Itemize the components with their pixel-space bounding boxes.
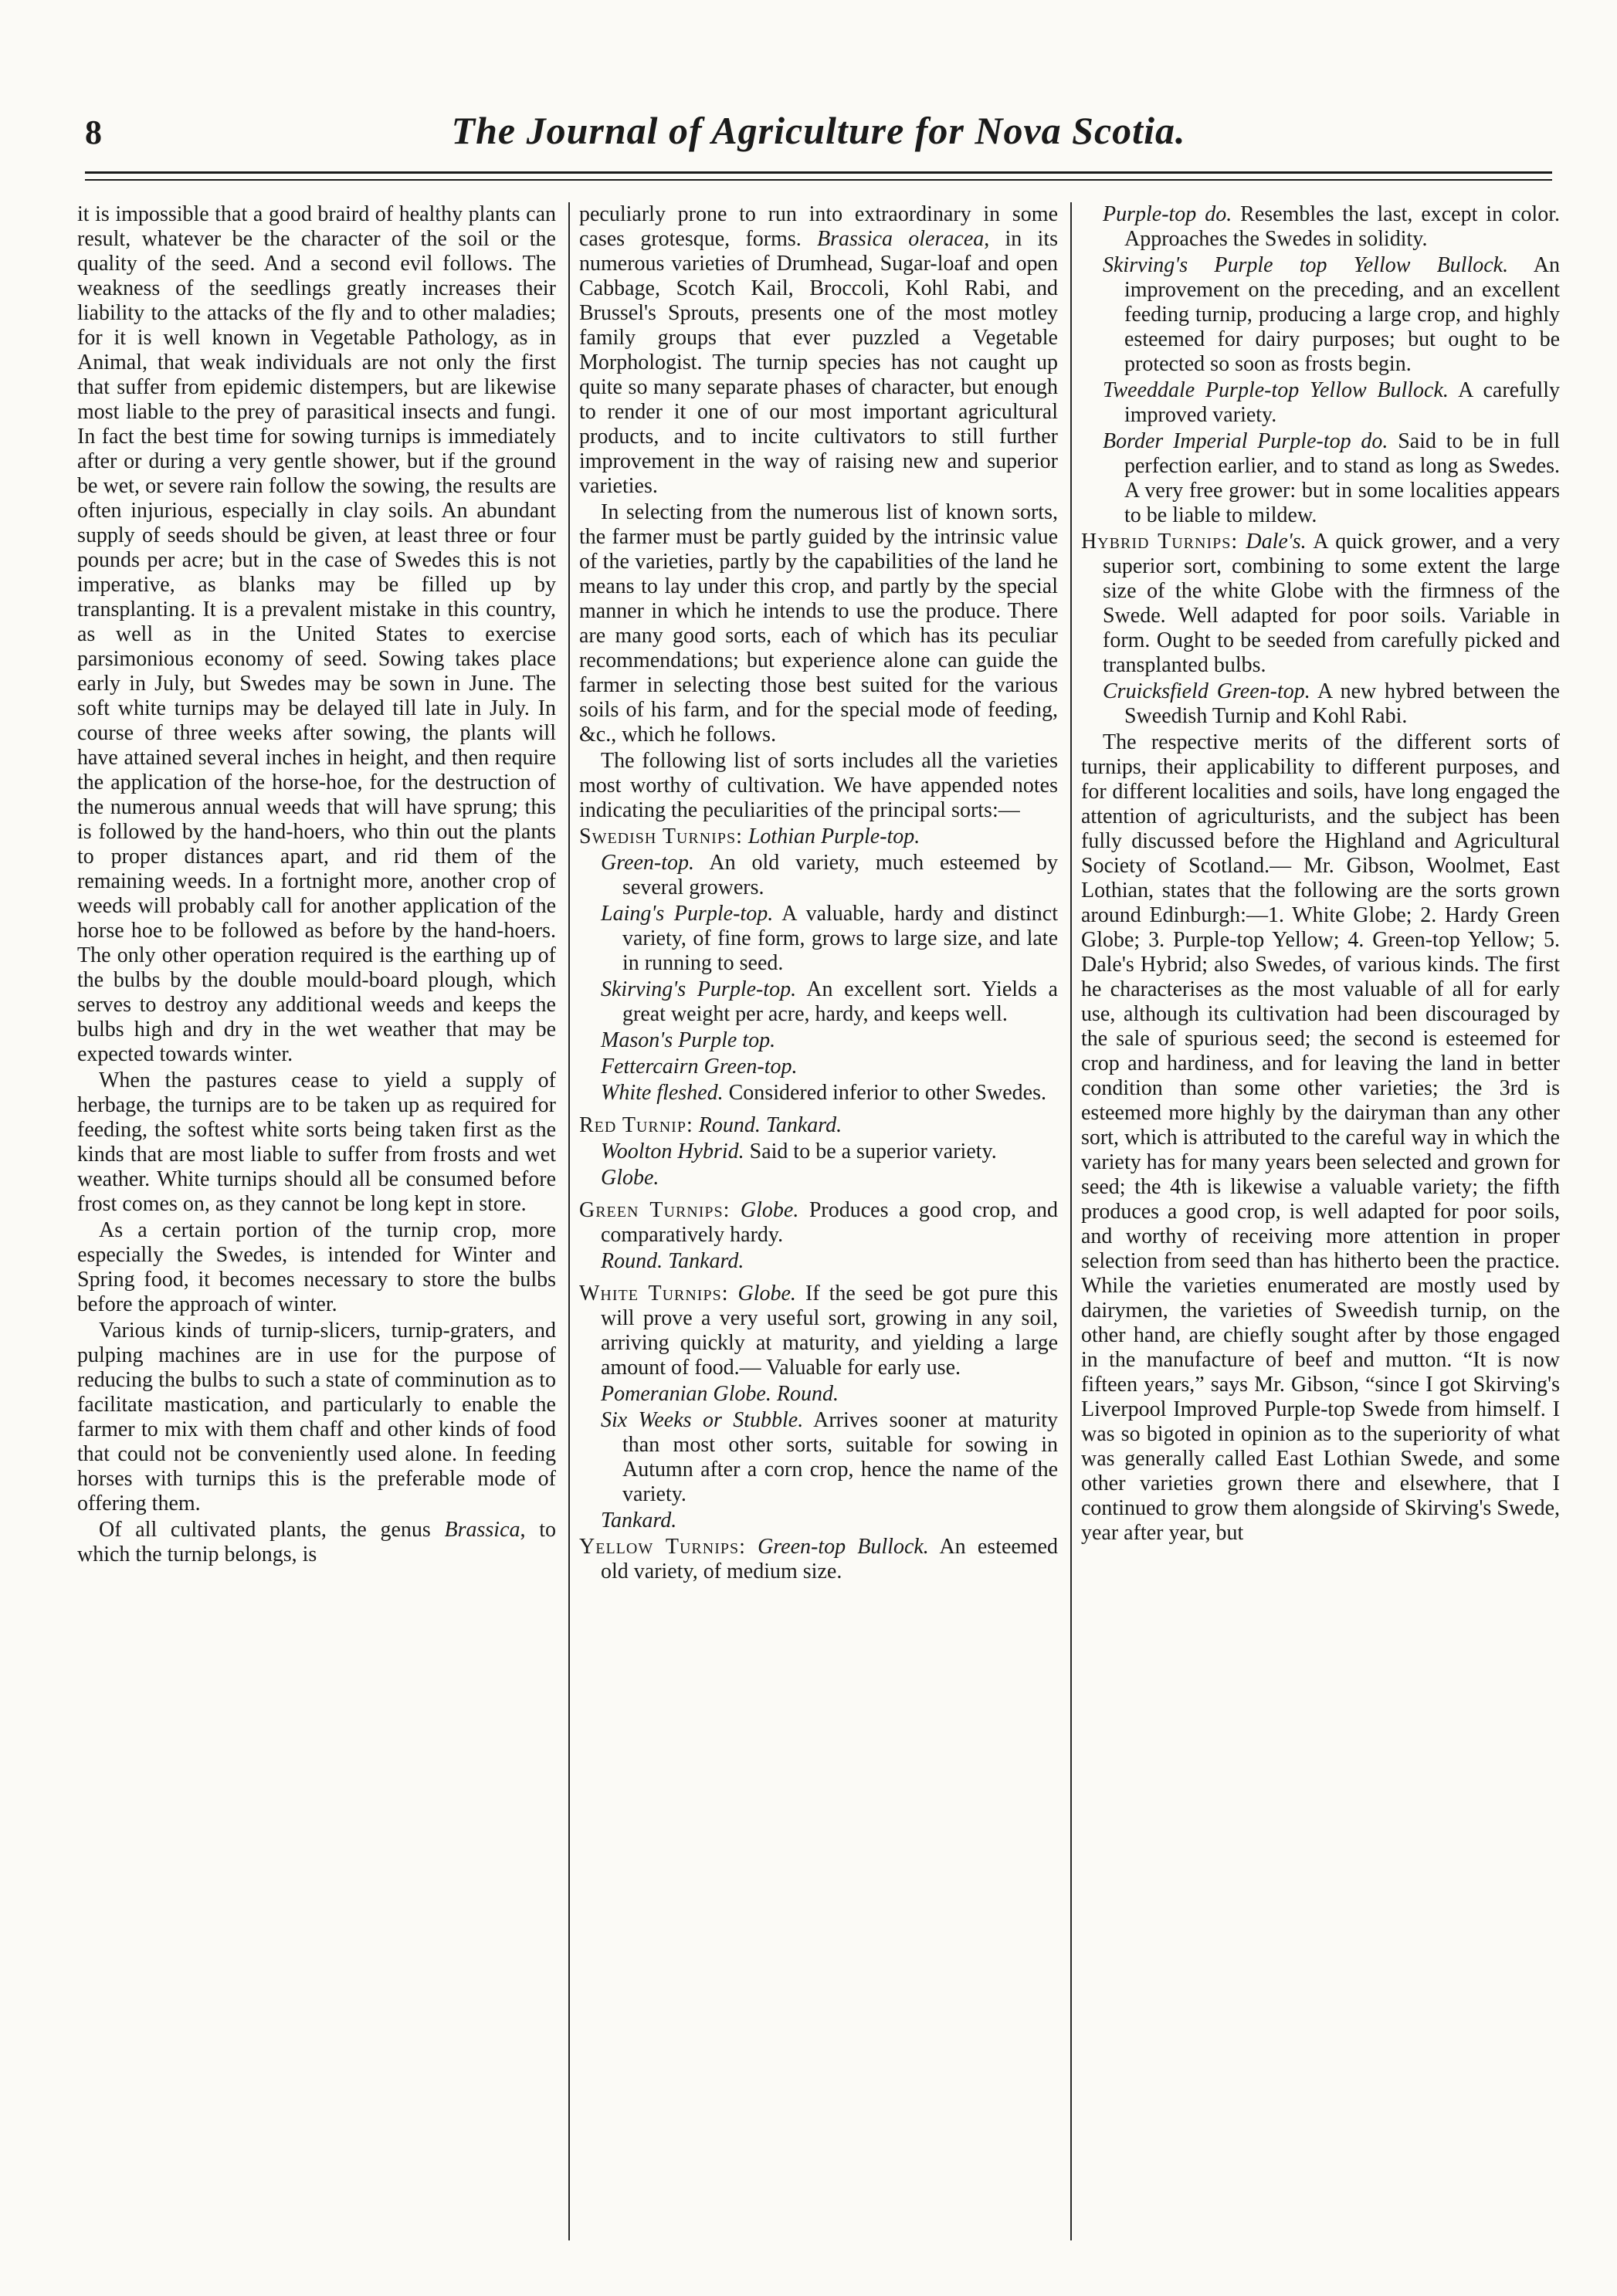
list-item	[579, 1081, 1058, 1106]
list-item	[579, 977, 1058, 1027]
column-1	[77, 202, 556, 2248]
list-item	[579, 1408, 1058, 1507]
variety-name: Green-top.	[601, 851, 695, 875]
list-item	[579, 1140, 1058, 1164]
column-divider	[568, 202, 570, 2240]
paragraph: In selecting from the numerous list of known sorts, the farmer must be partly guided by the intrinsic value of the varieties, partly by the capabilities of the land he means to lay under this crop, and partly by the special manner in which he intends to use the produce. There are many good sorts, each of which has its peculiar recommendations; but experience alone can guide the farmer in selecting those best suited for the various soils of his farm, and for the special mode of feeding, &c., which he follows.	[579, 500, 1058, 747]
paragraph: it is impossible that a good braird of healthy plants can result, whatever be the character of the soil or the quality of the seed. And a second evil follows. The weakness of the seedlings greatly increases their liability to the attacks of the fly and to other maladies; for it is well known in Vegetable Pathology, as in Animal, that weak individuals are not only the first that suffer from epidemic distempers, but are likewise most liable to the prey of parasitical insects and fungi. In fact the best time for sowing turnips is immediately after or during a very gentle shower, but if the ground be wet, or severe rain follow the sowing, the results are often injurious, especially in clay soils. An abundant supply of seeds should be given, at least three or four pounds per acre; but in the case of Swedes this is not imperative, as blanks may be filled up by transplanting. It is a prevalent mistake in this country, as well as in the United States to exercise parsimonious economy of seed. Sowing takes place early in July, but Swedes may be sown in June. The soft white turnips may be delayed till late in July. In course of three weeks after sowing, the plants will have attained several inches in height, and then require the application of the horse-hoe, for the destruction of the numerous annual weeds that will have sprung; this is followed by the hand-hoers, who thin out the plants to proper distances apart, and rid them of the remaining weeds. In a fortnight more, another crop of weeds will probably call for another application of the horse hoe to be followed as before by the hand-hoers. The only other operation required is the earthing up of the bulbs by the double mould-board plough, which serves to destroy any additional weeds and keeps the bulbs high and dry in the wet weather that may be expected towards winter.	[77, 202, 556, 1066]
variety-note: A valuable, hardy and distinct variety, of fine form, grows to large size, and late in running to seed.	[622, 902, 1058, 975]
variety-name: Round. Tankard.	[601, 1249, 744, 1273]
paragraph	[77, 1518, 556, 1567]
category-label: Green Turnips:	[579, 1198, 731, 1222]
variety-note: A quick grower, and a very superior sort, combining to some extent the large size of the white Globe with the firmness of the Swede. Well adapted for poor soils. Variable in form. Ought to be seeded from carefully picked and transplanted bulbs.	[1103, 530, 1560, 677]
paragraph: As a certain portion of the turnip crop, more especially the Swedes, is intended for Winter and Spring food, it becomes necessary to store the bulbs before the approach of winter.	[77, 1218, 556, 1316]
paragraph: The respective merits of the different sorts of turnips, their applicability to different purposes, and for different localities and soils, have long engaged the attention of agriculturists, and the subject has been fully discussed before the Highland and Agricultural Society of Scotland.— Mr. Gibson, Woolmet, East Lothian, states that the following are the sorts grown around Edinburgh:—1. White Globe; 2. Hardy Green Globe; 3. Purple-top Yellow; 4. Green-top Yellow; 5. Dale's Hybrid; also Swedes, of various kinds. The first he characterises as the most valuable of all for early use, although its cultivation had been discouraged by the sale of spurious seed; the second is esteemed for crop and hardiness, and for leaving the land in better condition than some other varieties; the 3rd is esteemed more highly by the dairyman than any other sort, which is attributed to the careful way in which the variety has for many years been selected and grown for seed; the 4th is likewise a valuable variety; the fifth produces a good crop, is well adapted for poor soils, and worthy of receiving more attention in proper selection from seed than has hitherto been the practice. While the varieties enumerated are mostly used by dairymen, the varieties of Sweedish turnip, on the other hand, are chiefly sought after by those engaged in the manufacture of beef and mutton. “It is now fifteen years,” says Mr. Gibson, “since I got Skirving's Liverpool Improved Purple-top Swede from himself. I was so bigoted in opinion as to the superiority of what was generally called East Lothian Swede, and some other varieties grown there and elsewhere, that I continued to grow them alongside of Skirving's Swede, year after year, but	[1081, 730, 1560, 1545]
variety-name: Pomeranian Globe. Round.	[601, 1382, 839, 1406]
list-item	[579, 1509, 1058, 1533]
list-item	[579, 825, 1058, 849]
variety-note: Said to be in full perfection earlier, and to stand as long as Swedes. A very free grower: but in some localities appears to be liable to mildew.	[1124, 429, 1560, 527]
paragraph: Various kinds of turnip-slicers, turnip-graters, and pulping machines are in use for the purpose of reducing the bulbs to such a state of comminution as to facilitate mastication, and particularly to enable the farmer to mix with them chaff and other kinds of food that could not be conveniently used alone. In feeding horses with turnips this is the preferable mode of offering them.	[77, 1319, 556, 1515]
variety-name: Tweeddale Purple-top Yellow Bullock.	[1103, 378, 1449, 402]
variety-name: Border Imperial Purple-top do.	[1103, 429, 1388, 453]
variety-name: Skirving's Purple-top.	[601, 977, 797, 1001]
page-title: The Journal of Agriculture for Nova Scotia.	[451, 109, 1186, 152]
column-3	[1081, 202, 1560, 2248]
variety-name: Tankard.	[601, 1509, 677, 1532]
variety-note: Considered inferior to other Swedes.	[728, 1081, 1046, 1105]
variety-name: Globe.	[737, 1282, 796, 1305]
list-item	[1081, 378, 1560, 428]
column-2	[579, 202, 1058, 2248]
list-item	[579, 1166, 1058, 1190]
list-item	[579, 1028, 1058, 1053]
variety-note: An excellent sort. Yields a great weight per acre, hardy, and keeps well.	[622, 977, 1058, 1026]
category-label: Hybrid Turnips:	[1081, 530, 1239, 554]
variety-name: Skirving's Purple top Yellow Bullock.	[1103, 253, 1509, 277]
variety-note: Arrives sooner at maturity than most other sorts, suitable for sowing in Autumn after a corn crop, hence the name of the variety.	[622, 1408, 1058, 1506]
variety-name: Round. Tankard.	[698, 1113, 842, 1137]
species-name: Brassica oleracea	[817, 227, 985, 251]
list-item	[1081, 253, 1560, 377]
variety-name: Globe.	[740, 1198, 799, 1222]
variety-name: Dale's.	[1246, 530, 1307, 554]
list-item	[579, 1282, 1058, 1380]
genus-name: Brassica	[444, 1518, 520, 1542]
variety-name: Lothian Purple-top.	[747, 825, 920, 848]
list-item	[579, 1249, 1058, 1274]
list-item	[1081, 429, 1560, 528]
category-label: Swedish Turnips:	[579, 825, 743, 848]
category-label: Yellow Turnips:	[579, 1535, 746, 1559]
variety-note: A new hybred between the Sweedish Turnip and Kohl Rabi.	[1124, 679, 1560, 728]
variety-note: An esteemed old variety, of medium size.	[601, 1535, 1058, 1583]
variety-name: Woolton Hybrid.	[601, 1140, 744, 1163]
list-item	[1081, 530, 1560, 678]
list-item	[579, 1198, 1058, 1248]
variety-name: Six Weeks or Stubble.	[601, 1408, 804, 1432]
column-divider	[1070, 202, 1072, 2240]
paragraph	[579, 202, 1058, 499]
variety-note: A carefully improved variety.	[1124, 378, 1560, 427]
variety-note: Resembles the last, except in color. Approaches the Swedes in solidity.	[1124, 202, 1560, 251]
variety-name: Purple-top do.	[1103, 202, 1232, 226]
text-run: , to which the turnip belongs, is	[77, 1518, 556, 1566]
text-run: Of all cultivated plants, the genus	[99, 1518, 445, 1542]
variety-note: If the seed be got pure this will prove a very useful sort, growing in any soil, arriving quickly at maturity, and yielding a large amount of food.— Valuable for early use.	[601, 1282, 1058, 1380]
variety-name: Green-top Bullock.	[758, 1535, 929, 1559]
page-number: 8	[85, 113, 102, 151]
variety-note: Produces a good crop, and comparatively hardy.	[601, 1198, 1058, 1247]
variety-name: Fettercairn Green-top.	[601, 1055, 798, 1079]
header-rule	[85, 171, 1552, 174]
paragraph: The following list of sorts includes all the varieties most worthy of cultivation. We have appended notes indicating the peculiarities of the principal sorts:—	[579, 749, 1058, 822]
page-header	[85, 108, 1552, 170]
list-item	[579, 1382, 1058, 1407]
variety-name: Mason's Purple top.	[601, 1028, 776, 1052]
variety-name: Cruicksfield Green-top.	[1103, 679, 1310, 703]
header-rule-secondary	[85, 179, 1552, 181]
list-item	[579, 851, 1058, 900]
category-label: White Turnips:	[579, 1282, 729, 1305]
variety-note: An improvement on the preceding, and an excellent feeding turnip, producing a large crop, and highly esteemed for dairy purposes; but ought to be protected so soon as frosts begin.	[1124, 253, 1560, 376]
variety-name: White fleshed.	[601, 1081, 724, 1105]
text-run: peculiarly prone to run into extraordinary in some cases grotesque, forms.	[579, 202, 1058, 251]
list-item	[1081, 202, 1560, 252]
list-item	[579, 1113, 1058, 1138]
variety-name: Globe.	[601, 1166, 659, 1190]
variety-note: Said to be a superior variety.	[749, 1140, 997, 1163]
variety-note: An old variety, much esteemed by several growers.	[622, 851, 1058, 899]
list-item	[579, 902, 1058, 976]
text-run: , in its numerous varieties of Drumhead, Sugar-loaf and open Cabbage, Scotch Kail, Broccoli, Kohl Rabi, and Brussel's Sprouts, presents one of the most motley family groups that ever puzzled a Vegetable Morphologist. The turnip species has not caught up quite so many separate phases of character, but enough to render it one of our most important agricultural products, and to incite cultivators to still further improvement in the way of raising new and superior varieties.	[579, 227, 1058, 498]
list-item	[579, 1055, 1058, 1079]
category-label: Red Turnip:	[579, 1113, 693, 1137]
list-item	[579, 1535, 1058, 1584]
list-item	[1081, 679, 1560, 729]
paragraph: When the pastures cease to yield a supply of herbage, the turnips are to be taken up as required for feeding, the softest white sorts being taken first as the kinds that are most liable to suffer from frosts and wet weather. White turnips should all be consumed before frost comes on, as they cannot be long kept in store.	[77, 1068, 556, 1216]
variety-name: Laing's Purple-top.	[601, 902, 774, 926]
